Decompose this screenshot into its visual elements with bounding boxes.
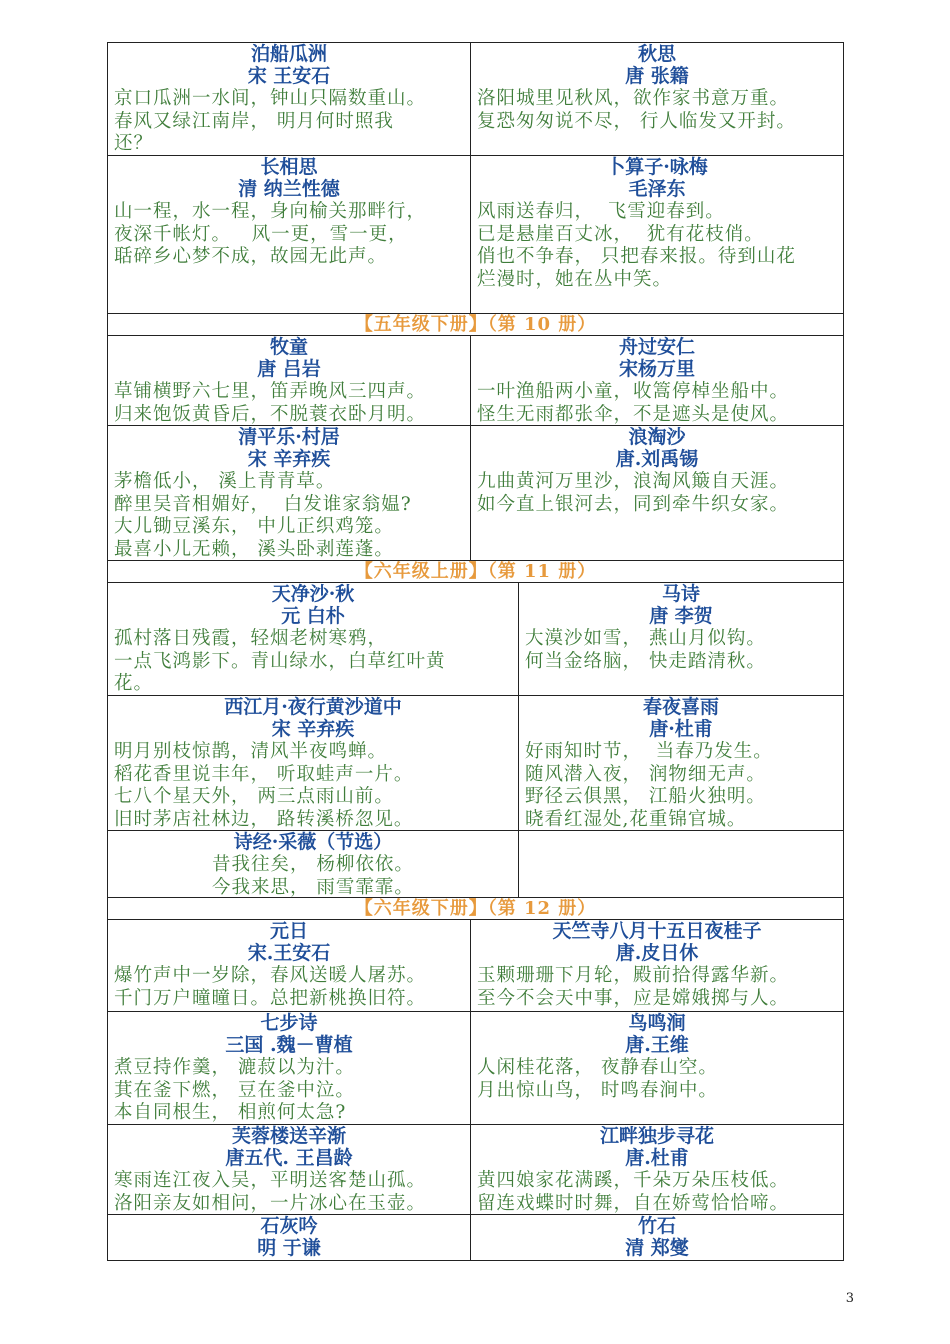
poem-cell	[470, 425, 844, 561]
poem-row	[107, 425, 844, 561]
poem-body	[114, 965, 464, 1010]
poem-cell	[470, 1011, 844, 1125]
poem-row	[107, 1011, 844, 1125]
poem-line: 随风潜入夜， 润物细无声。	[525, 763, 766, 785]
poem-body	[114, 381, 464, 426]
poem-line: 今我来思， 雨雪霏霏。	[212, 876, 414, 898]
poem-title: 天竺寺八月十五日夜桂子	[552, 920, 762, 942]
poem-body	[114, 1170, 464, 1215]
poem-line: 萁在釜下燃， 豆在釜中泣。	[114, 1079, 355, 1101]
poem-line: 洛阳城里见秋风，欲作家书意万重。	[477, 88, 790, 109]
poem-line: 俏也不争春， 只把春来报。待到山花	[477, 246, 796, 267]
poem-author: 元 白朴	[281, 605, 345, 627]
poem-title: 清平乐·村居	[238, 426, 340, 448]
poem-cell	[470, 919, 844, 1012]
poem-cell	[107, 1011, 471, 1125]
poem-cell	[470, 1124, 844, 1215]
poem-title: 舟过安仁	[618, 336, 695, 358]
poem-title: 七步诗	[260, 1012, 318, 1034]
poem-title: 诗经·采薇（节选）	[233, 831, 393, 853]
poem-body	[477, 88, 837, 133]
poem-line: 昔我往矣， 杨柳依依。	[212, 854, 414, 875]
poem-line: 归来饱饭黄昏后，不脱蓑衣卧月明。	[114, 403, 427, 425]
poem-row	[107, 695, 844, 831]
poem-line: 月出惊山鸟， 时鸣春涧中。	[477, 1079, 718, 1101]
poem-title: 江畔独步寻花	[599, 1125, 714, 1147]
poem-cell	[107, 582, 519, 696]
poem-line: 还？	[114, 133, 154, 154]
poem-row	[107, 830, 844, 898]
poem-line: 晓看红湿处,花重锦官城。	[525, 808, 747, 830]
poem-line: 怪生无雨都张伞，不是遮头是使风。	[477, 403, 790, 425]
poem-cell	[470, 335, 844, 426]
poem-line: 京口瓜洲一水间，钟山只隔数重山。	[114, 88, 427, 109]
page-number: 3	[845, 1291, 854, 1306]
poem-cell	[518, 695, 844, 831]
poem-line: 春风又绿江南岸， 明月何时照我	[114, 110, 394, 132]
poem-cell	[107, 1214, 471, 1261]
poem-cell	[470, 42, 844, 156]
poem-title: 长相思	[260, 156, 318, 178]
poem-author: 明 于谦	[257, 1237, 321, 1259]
poem-title: 泊船瓜洲	[250, 43, 327, 65]
poem-cell	[107, 919, 471, 1012]
poem-title: 天净沙·秋	[271, 583, 355, 605]
poem-line: 九曲黄河万里沙，浪淘风簸自天涯。	[477, 471, 790, 492]
poem-line: 烂漫时，她在丛中笑。	[477, 268, 673, 290]
poem-line: 爆竹声中一岁除，春风送暖人屠苏。	[114, 965, 427, 986]
poem-title: 浪淘沙	[628, 426, 686, 448]
poem-line: 七八个星天外， 两三点雨山前。	[114, 786, 394, 807]
poem-line: 一点飞鸿影下。青山绿水，白草红叶黄	[114, 650, 446, 672]
poem-body	[477, 1170, 837, 1215]
poem-line: 旧时茅店社林边， 路转溪桥忽见。	[114, 808, 414, 830]
poem-body	[477, 471, 837, 516]
poem-title: 卜算子·咏梅	[606, 156, 708, 178]
poem-author: 唐 李贺	[649, 605, 713, 627]
poem-body	[114, 854, 512, 898]
poem-author: 唐.杜甫	[625, 1147, 689, 1169]
poem-body	[114, 1057, 464, 1125]
poem-cell	[107, 42, 471, 156]
poem-line: 如今直上银河去，同到牵牛织女家。	[477, 493, 790, 515]
poem-line: 大漠沙如雪， 燕山月似钩。	[525, 628, 766, 649]
poem-author: 唐.皮日休	[615, 942, 699, 964]
poem-cell	[470, 155, 844, 314]
poem-author: 宋 辛弃疾	[247, 448, 331, 470]
poem-author: 唐·杜甫	[649, 718, 713, 740]
poem-title: 鸟鸣涧	[628, 1012, 686, 1034]
poem-line: 洛阳亲友如相问，一片冰心在玉壶。	[114, 1192, 427, 1214]
poem-line: 稻花香里说丰年， 听取蛙声一片。	[114, 763, 414, 785]
poem-author: 宋.王安石	[247, 942, 331, 964]
poem-cell	[107, 1124, 471, 1215]
poem-title: 秋思	[637, 43, 676, 65]
poem-row	[107, 155, 844, 314]
poem-body	[525, 741, 837, 831]
poem-title: 竹石	[637, 1215, 676, 1237]
poem-line: 至今不会天中事，应是嫦娥掷与人。	[477, 987, 790, 1009]
poem-line: 醉里吴音相媚好， 白发谁家翁媪?	[114, 493, 412, 515]
poem-line: 煮豆持作羹， 漉菽以为汁。	[114, 1057, 355, 1078]
grade-header: 【六年级下册】（第 12 册）	[107, 897, 844, 920]
poem-title: 芙蓉楼送辛渐	[231, 1125, 346, 1147]
poem-line: 复恐匆匆说不尽， 行人临发又开封。	[477, 110, 796, 132]
poem-line: 夜深千帐灯。 风一更，雪一更，	[114, 223, 408, 245]
poem-body	[114, 201, 464, 269]
poem-body	[477, 1057, 837, 1102]
poem-title: 马诗	[661, 583, 700, 605]
poem-line: 寒雨连江夜入吴，平明送客楚山孤。	[114, 1170, 427, 1191]
poem-cell	[107, 335, 471, 426]
poem-cell	[470, 1214, 844, 1261]
poem-line: 黄四娘家花满蹊，千朵万朵压枝低。	[477, 1170, 790, 1191]
poem-cell	[107, 425, 471, 561]
poem-author: 宋 王安石	[247, 65, 331, 87]
poem-line: 野径云俱黑， 江船火独明。	[525, 786, 766, 807]
poem-line: 好雨知时节， 当春乃发生。	[525, 741, 773, 762]
grade-header: 【五年级下册】（第 10 册）	[107, 313, 844, 336]
poem-author: 唐 吕岩	[257, 358, 321, 380]
poem-line: 大儿锄豆溪东， 中儿正织鸡笼。	[114, 516, 394, 537]
poem-line: 一叶渔船两小童，收篙停棹坐船中。	[477, 381, 790, 402]
poem-cell	[107, 830, 519, 898]
poem-cell	[107, 155, 471, 314]
poem-author: 清 纳兰性德	[238, 178, 340, 200]
poem-line: 何当金络脑， 快走踏清秋。	[525, 650, 766, 672]
poem-title: 元日	[269, 920, 308, 942]
poem-line: 风雨送春归， 飞雪迎春到。	[477, 201, 725, 222]
poem-line: 人闲桂花落， 夜静春山空。	[477, 1057, 718, 1078]
grade-header: 【六年级上册】（第 11 册）	[107, 560, 844, 583]
poem-cell	[518, 582, 844, 696]
poem-line: 孤村落日残霞，轻烟老树寒鸦，	[114, 628, 388, 649]
poem-title: 春夜喜雨	[642, 696, 719, 718]
poem-line: 茅檐低小， 溪上青青草。	[114, 471, 336, 492]
poem-line: 本自同根生， 相煎何太急?	[114, 1102, 347, 1123]
poem-author: 宋 辛弃疾	[271, 718, 355, 740]
poem-body	[114, 88, 464, 156]
poem-title: 石灰吟	[260, 1215, 318, 1237]
poem-line: 留连戏蝶时时舞，自在娇莺恰恰啼。	[477, 1192, 790, 1214]
poem-body	[114, 471, 464, 561]
poem-author: 宋杨万里	[618, 358, 695, 380]
poem-author: 唐五代. 王昌龄	[225, 1147, 353, 1169]
poem-line: 最喜小儿无赖， 溪头卧剥莲蓬。	[114, 538, 394, 560]
poem-row	[107, 1214, 844, 1261]
poem-body	[477, 381, 837, 426]
poem-row	[107, 1124, 844, 1215]
poem-line: 聒碎乡心梦不成，故园无此声。	[114, 246, 388, 267]
poem-line: 草铺横野六七里，笛弄晚风三四声。	[114, 381, 427, 402]
poem-body	[114, 741, 512, 831]
poem-author: 毛泽东	[628, 178, 686, 200]
poem-body	[477, 965, 837, 1010]
poem-author: 唐.刘禹锡	[615, 448, 699, 470]
poem-cell	[518, 830, 844, 898]
poem-author: 唐.王维	[625, 1034, 689, 1056]
poem-row	[107, 335, 844, 426]
poem-row	[107, 582, 844, 696]
poem-body	[525, 628, 837, 673]
poem-title: 牧童	[269, 336, 308, 358]
poem-row	[107, 42, 844, 156]
poem-line: 千门万户曈曈日。总把新桃换旧符。	[114, 987, 427, 1009]
poem-body	[114, 628, 512, 696]
poem-line: 花。	[114, 673, 154, 694]
poem-author: 清 郑燮	[625, 1237, 689, 1259]
poem-line: 玉颗珊珊下月轮，殿前拾得露华新。	[477, 965, 790, 986]
poem-author: 三国 .魏－曹植	[225, 1034, 353, 1056]
poem-line: 明月别枝惊鹊，清风半夜鸣蝉。	[114, 741, 388, 762]
poem-line: 已是悬崖百丈冰， 犹有花枝俏。	[477, 223, 764, 245]
poem-row	[107, 919, 844, 1012]
poem-body	[477, 201, 837, 291]
poem-title: 西江月·夜行黄沙道中	[224, 696, 402, 718]
poem-author: 唐 张籍	[625, 65, 689, 87]
poem-line: 山一程，水一程，身向榆关那畔行，	[114, 201, 427, 222]
poem-cell	[107, 695, 519, 831]
